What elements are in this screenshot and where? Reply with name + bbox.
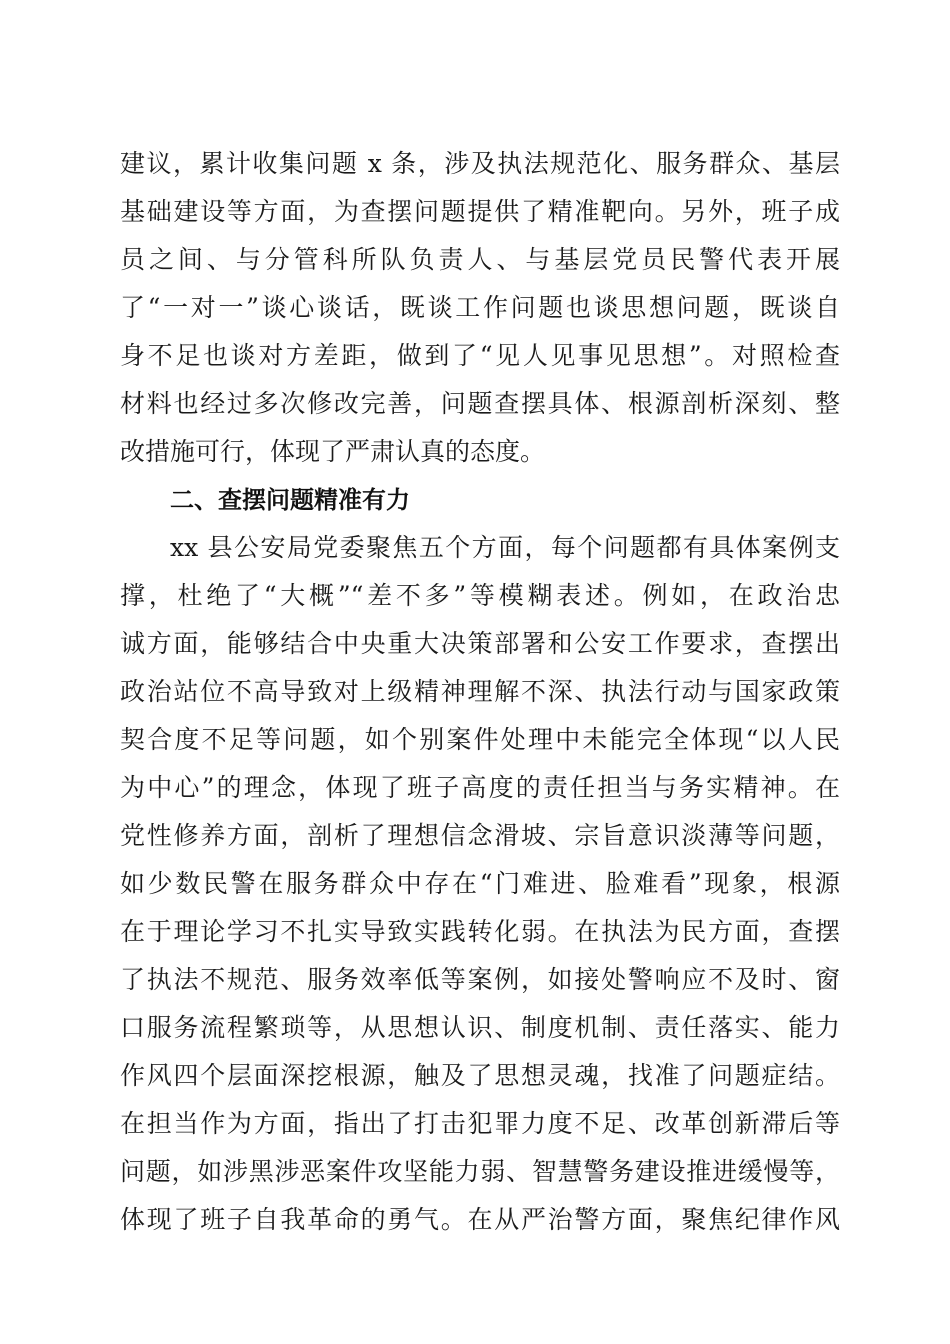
paragraph-line: 体现了班子自我革命的勇气。在从严治警方面，聚焦纪律作风 bbox=[120, 1205, 840, 1234]
paragraph-line: 在于理论学习不扎实导致实践转化弱。在执法为民方面，查摆 bbox=[120, 917, 840, 946]
paragraph-line: 了“一对一”谈心谈话，既谈工作问题也谈思想问题，既谈自 bbox=[120, 293, 840, 322]
paragraph-line: 问题，如涉黑涉恶案件攻坚能力弱、智慧警务建设推进缓慢等， bbox=[120, 1157, 840, 1186]
paragraph-line: 改措施可行，体现了严肃认真的态度。 bbox=[120, 437, 546, 466]
paragraph-line: 口服务流程繁琐等，从思想认识、制度机制、责任落实、能力 bbox=[120, 1013, 840, 1042]
paragraph-line: 基础建设等方面，为查摆问题提供了精准靶向。另外，班子成 bbox=[120, 197, 840, 226]
paragraph-line: 诚方面，能够结合中央重大决策部署和公安工作要求，查摆出 bbox=[120, 629, 840, 658]
paragraph-line: 政治站位不高导致对上级精神理解不深、执法行动与国家政策 bbox=[120, 677, 840, 706]
paragraph-2 bbox=[120, 524, 840, 1244]
paragraph-line: 契合度不足等问题，如个别案件处理中未能完全体现“以人民 bbox=[120, 725, 840, 754]
paragraph-line: 撑，杜绝了“大概”“差不多”等模糊表述。例如，在政治忠 bbox=[120, 581, 840, 610]
paragraph-line: 为中心”的理念，体现了班子高度的责任担当与务实精神。在 bbox=[120, 773, 840, 802]
paragraph-line: 党性修养方面，剖析了理想信念滑坡、宗旨意识淡薄等问题， bbox=[120, 821, 840, 850]
paragraph-line: 了执法不规范、服务效率低等案例，如接处警响应不及时、窗 bbox=[120, 965, 840, 994]
paragraph-line: 员之间、与分管科所队负责人、与基层党员民警代表开展 bbox=[120, 245, 840, 274]
paragraph-line: xx 县公安局党委聚焦五个方面，每个问题都有具体案例支 bbox=[170, 533, 840, 562]
document-body bbox=[120, 140, 840, 1244]
paragraph-line: 在担当作为方面，指出了打击犯罪力度不足、改革创新滞后等 bbox=[120, 1109, 840, 1138]
paragraph-line: 建议，累计收集问题 x 条，涉及执法规范化、服务群众、基层 bbox=[120, 149, 840, 178]
paragraph-line: 材料也经过多次修改完善，问题查摆具体、根源剖析深刻、整 bbox=[120, 389, 840, 418]
paragraph-line: 身不足也谈对方差距，做到了“见人见事见思想”。对照检查 bbox=[120, 341, 840, 370]
section-heading: 二、查摆问题精准有力 bbox=[170, 486, 410, 514]
paragraph-1 bbox=[120, 140, 840, 476]
paragraph-line: 作风四个层面深挖根源，触及了思想灵魂，找准了问题症结。 bbox=[120, 1061, 840, 1090]
paragraph-line: 如少数民警在服务群众中存在“门难进、脸难看”现象，根源 bbox=[120, 869, 840, 898]
